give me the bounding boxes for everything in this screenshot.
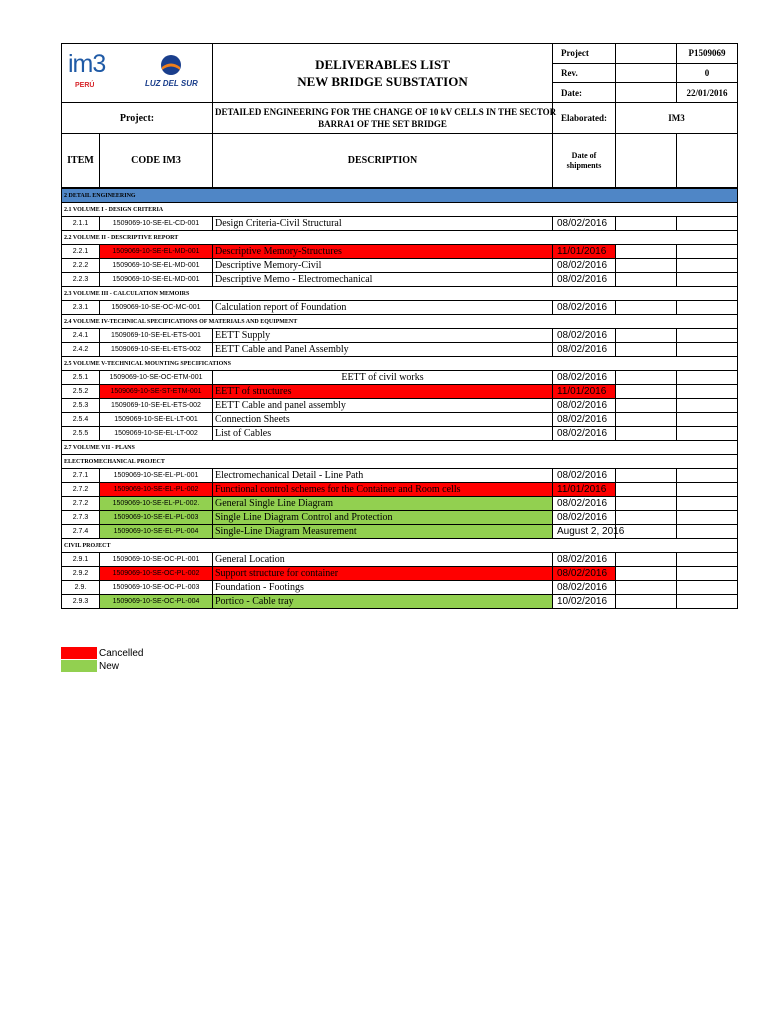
code-cell: 1509069-10-SE-EL-ETS-001 <box>100 329 213 343</box>
section-row <box>62 231 738 245</box>
col-code-header: CODE IM3 <box>100 134 213 188</box>
deliverables-body <box>62 189 738 609</box>
col-blank-1 <box>616 134 677 188</box>
code-cell: 1509069-10-SE-EL-PL-002 <box>100 483 213 497</box>
table-row <box>62 567 738 581</box>
shipment-date-cell: 08/02/2016 <box>553 497 616 511</box>
section-row <box>62 203 738 217</box>
section-row <box>62 441 738 455</box>
blank-cell <box>616 343 677 357</box>
blank-cell <box>677 525 738 539</box>
date-value: 22/01/2016 <box>677 83 738 103</box>
code-cell: 1509069-10-SE-EL-PL-004 <box>100 525 213 539</box>
description-cell: General Location <box>213 553 553 567</box>
blank-cell <box>677 413 738 427</box>
description-cell: EETT Supply <box>213 329 553 343</box>
document-title <box>213 44 553 103</box>
blank-cell <box>616 217 677 231</box>
code-cell: 1509069-10-SE-EL-PL-002. <box>100 497 213 511</box>
item-cell: 2.5.2 <box>62 385 100 399</box>
shipment-date-cell: 08/02/2016 <box>553 329 616 343</box>
item-cell: 2.5.3 <box>62 399 100 413</box>
title-line-1: DELIVERABLES LIST <box>315 57 450 72</box>
code-cell: 1509069-10-SE-EL-MD-001 <box>100 259 213 273</box>
shipment-date-cell: 08/02/2016 <box>553 581 616 595</box>
description-cell: Single-Line Diagram Measurement <box>213 525 553 539</box>
table-row <box>62 259 738 273</box>
description-cell: EETT of structures <box>213 385 553 399</box>
item-cell: 2.9.1 <box>62 553 100 567</box>
table-row <box>62 469 738 483</box>
blank-cell <box>677 301 738 315</box>
luz-del-sur-logo-icon <box>160 54 182 76</box>
item-cell: 2.7.4 <box>62 525 100 539</box>
blank-cell <box>677 399 738 413</box>
table-row <box>62 413 738 427</box>
code-cell: 1509069-10-SE-OC-PL-004 <box>100 595 213 609</box>
table-row <box>62 595 738 609</box>
shipment-date-cell: August 2, 2016 <box>553 525 616 539</box>
legend-cancelled-label: Cancelled <box>99 648 144 659</box>
description-cell: EETT Cable and Panel Assembly <box>213 343 553 357</box>
description-cell: Descriptive Memo - Electromechanical <box>213 273 553 287</box>
table-row <box>62 427 738 441</box>
blank-cell <box>677 595 738 609</box>
shipment-date-cell: 08/02/2016 <box>553 427 616 441</box>
project2-label: Project: <box>62 103 213 134</box>
shipment-date-cell: 08/02/2016 <box>553 567 616 581</box>
blank-cell <box>616 427 677 441</box>
blank-cell <box>677 469 738 483</box>
peru-label: PERÚ <box>75 82 95 89</box>
code-cell: 1509069-10-SE-OC-PL-002 <box>100 567 213 581</box>
table-row <box>62 511 738 525</box>
shipment-date-cell: 08/02/2016 <box>553 399 616 413</box>
item-cell: 2.2.2 <box>62 259 100 273</box>
blank-cell <box>616 329 677 343</box>
project2-value <box>213 103 557 134</box>
section-row <box>62 189 738 203</box>
shipment-date-cell: 08/02/2016 <box>553 371 616 385</box>
item-cell: 2.4.2 <box>62 343 100 357</box>
blank-cell <box>616 581 677 595</box>
description-cell: Descriptive Memory-Civil <box>213 259 553 273</box>
blank-cell <box>616 525 677 539</box>
description-cell: EETT Cable and panel assembly <box>213 399 553 413</box>
blank-cell <box>616 385 677 399</box>
shipment-date-cell: 08/02/2016 <box>553 259 616 273</box>
blank-cell <box>677 567 738 581</box>
date-blank <box>616 83 677 103</box>
section-title: CIVIL PROJECT <box>62 539 738 553</box>
code-cell: 1509069-10-SE-EL-LT-002 <box>100 427 213 441</box>
item-cell: 2.7.2 <box>62 483 100 497</box>
shipment-date-cell: 08/02/2016 <box>553 273 616 287</box>
description-cell: Portico - Cable tray <box>213 595 553 609</box>
blank-cell <box>677 511 738 525</box>
legend-new <box>61 660 143 673</box>
section-title: 2.7 VOLUME VII - PLANS <box>62 441 738 455</box>
description-cell: Functional control schemes for the Container and Room cells <box>213 483 553 497</box>
item-cell: 2.3.1 <box>62 301 100 315</box>
project-blank <box>616 44 677 64</box>
code-cell: 1509069-10-SE-OC-ETM-001 <box>100 371 213 385</box>
item-cell: 2.9.3 <box>62 595 100 609</box>
shipment-date-cell: 11/01/2016 <box>553 483 616 497</box>
description-cell: Foundation - Footings <box>213 581 553 595</box>
blank-cell <box>616 371 677 385</box>
blank-cell <box>677 483 738 497</box>
blank-cell <box>616 245 677 259</box>
title-line-2: NEW BRIDGE SUBSTATION <box>297 74 468 89</box>
item-cell: 2.5.1 <box>62 371 100 385</box>
item-cell: 2.7.3 <box>62 511 100 525</box>
blank-cell <box>677 245 738 259</box>
blank-cell <box>677 581 738 595</box>
description-cell: Electromechanical Detail - Line Path <box>213 469 553 483</box>
table-row <box>62 217 738 231</box>
code-cell: 1509069-10-SE-EL-PL-001 <box>100 469 213 483</box>
section-title: 2 DETAIL ENGINEERING <box>62 189 738 203</box>
blank-cell <box>616 301 677 315</box>
elaborated-label: Elaborated: <box>553 103 616 134</box>
blank-cell <box>677 553 738 567</box>
blank-cell <box>677 259 738 273</box>
blank-cell <box>677 343 738 357</box>
shipment-date-cell: 08/02/2016 <box>553 511 616 525</box>
section-row <box>62 315 738 329</box>
item-cell: 2.4.1 <box>62 329 100 343</box>
section-row <box>62 287 738 301</box>
item-cell: 2.9. <box>62 581 100 595</box>
item-cell: 2.5.4 <box>62 413 100 427</box>
blank-cell <box>616 553 677 567</box>
shipment-date-cell: 08/02/2016 <box>553 413 616 427</box>
elaborated-value: IM3 <box>616 103 738 134</box>
blank-cell <box>616 483 677 497</box>
code-cell: 1509069-10-SE-OC-PL-001 <box>100 553 213 567</box>
description-cell: EETT of civil works <box>213 371 553 385</box>
section-title: 2.2 VOLUME II - DESCRIPTIVE REPORT <box>62 231 738 245</box>
legend-cancelled <box>61 647 143 660</box>
section-title: 2.4 VOLUME IV-TECHNICAL SPECIFICATIONS OF MATERIALS AND EQUIPMENT <box>62 315 738 329</box>
im3-logo: im3 <box>68 50 106 78</box>
col-date-line-1: Date of <box>571 150 597 160</box>
code-cell: 1509069-10-SE-EL-CD-001 <box>100 217 213 231</box>
blank-cell <box>677 385 738 399</box>
shipment-date-cell: 11/01/2016 <box>553 385 616 399</box>
blank-cell <box>677 273 738 287</box>
blank-cell <box>616 399 677 413</box>
table-row <box>62 343 738 357</box>
blank-cell <box>616 595 677 609</box>
description-cell: Single Line Diagram Control and Protection <box>213 511 553 525</box>
code-cell: 1509069-10-SE-EL-ETS-002 <box>100 399 213 413</box>
project2-value-line-2: BARRA1 OF THE SET BRIDGE <box>318 119 447 129</box>
code-cell: 1509069-10-SE-EL-MD-001 <box>100 273 213 287</box>
blank-cell <box>616 497 677 511</box>
table-row <box>62 329 738 343</box>
item-cell: 2.7.2 <box>62 497 100 511</box>
code-cell: 1509069-10-SE-OC-PL-003 <box>100 581 213 595</box>
project-value: P1509069 <box>677 44 738 64</box>
blank-cell <box>616 469 677 483</box>
description-cell: Connection Sheets <box>213 413 553 427</box>
description-cell: Design Criteria-Civil Structural <box>213 217 553 231</box>
description-cell: Calculation report of Foundation <box>213 301 553 315</box>
shipment-date-cell: 08/02/2016 <box>553 301 616 315</box>
col-item-header: ITEM <box>62 134 100 188</box>
header-table <box>61 43 738 188</box>
table-row <box>62 483 738 497</box>
item-cell: 2.9.2 <box>62 567 100 581</box>
table-row <box>62 581 738 595</box>
shipment-date-cell: 08/02/2016 <box>553 343 616 357</box>
table-row <box>62 371 738 385</box>
project2-value-line-1: DETAILED ENGINEERING FOR THE CHANGE OF 10 kV CELLS IN THE SECTOR <box>215 107 557 117</box>
section-title: ELECTROMECHANICAL PROJECT <box>62 455 738 469</box>
deliverables-table <box>61 188 738 609</box>
col-date-header <box>553 134 616 188</box>
section-title: 2.3 VOLUME III - CALCULATION MEMOIRS <box>62 287 738 301</box>
description-cell: General Single Line Diagram <box>213 497 553 511</box>
code-cell: 1509069-10-SE-EL-PL-003 <box>100 511 213 525</box>
item-cell: 2.7.1 <box>62 469 100 483</box>
legend <box>61 647 143 673</box>
blank-cell <box>677 371 738 385</box>
blank-cell <box>677 217 738 231</box>
blank-cell <box>677 329 738 343</box>
code-cell: 1509069-10-SE-OC-MC-001 <box>100 301 213 315</box>
code-cell: 1509069-10-SE-EL-LT-001 <box>100 413 213 427</box>
table-row <box>62 553 738 567</box>
luz-del-sur-label: LUZ DEL SUR <box>145 79 198 88</box>
shipment-date-cell: 11/01/2016 <box>553 245 616 259</box>
code-cell: 1509069-10-SE-EL-ETS-002 <box>100 343 213 357</box>
rev-label: Rev. <box>553 63 616 83</box>
code-cell: 1509069-10-SE-ST-ETM-001 <box>100 385 213 399</box>
col-blank-2 <box>677 134 738 188</box>
item-cell: 2.2.1 <box>62 245 100 259</box>
blank-cell <box>616 567 677 581</box>
rev-value: 0 <box>677 63 738 83</box>
col-desc-header: DESCRIPTION <box>213 134 553 188</box>
shipment-date-cell: 08/02/2016 <box>553 469 616 483</box>
blank-cell <box>616 259 677 273</box>
table-row <box>62 399 738 413</box>
shipment-date-cell: 08/02/2016 <box>553 217 616 231</box>
section-row <box>62 357 738 371</box>
col-date-line-2: shipments <box>566 160 602 170</box>
blank-cell <box>677 427 738 441</box>
logos <box>62 44 212 102</box>
legend-new-label: New <box>99 661 120 672</box>
shipment-date-cell: 10/02/2016 <box>553 595 616 609</box>
blank-cell <box>616 511 677 525</box>
table-row <box>62 245 738 259</box>
table-row <box>62 273 738 287</box>
table-row <box>62 525 738 539</box>
shipment-date-cell: 08/02/2016 <box>553 553 616 567</box>
section-row <box>62 539 738 553</box>
date-label: Date: <box>553 83 616 103</box>
description-cell: Support structure for container <box>213 567 553 581</box>
code-cell: 1509069-10-SE-EL-MD-001 <box>100 245 213 259</box>
logo-cell <box>62 44 213 103</box>
project-label: Project <box>553 44 616 64</box>
legend-cancelled-swatch <box>61 647 97 659</box>
item-cell: 2.2.3 <box>62 273 100 287</box>
rev-blank <box>616 63 677 83</box>
section-title: 2.1 VOLUME I - DESIGN CRITERIA <box>62 203 738 217</box>
item-cell: 2.1.1 <box>62 217 100 231</box>
table-row <box>62 497 738 511</box>
legend-new-swatch <box>61 660 97 672</box>
section-row <box>62 455 738 469</box>
blank-cell <box>616 273 677 287</box>
table-row <box>62 385 738 399</box>
description-cell: Descriptive Memory-Structures <box>213 245 553 259</box>
section-title: 2.5 VOLUME V-TECHNICAL MOUNTING SPECIFICATIONS <box>62 357 738 371</box>
deliverables-sheet <box>61 43 737 609</box>
blank-cell <box>616 413 677 427</box>
description-cell: List of Cables <box>213 427 553 441</box>
item-cell: 2.5.5 <box>62 427 100 441</box>
table-row <box>62 301 738 315</box>
blank-cell <box>677 497 738 511</box>
